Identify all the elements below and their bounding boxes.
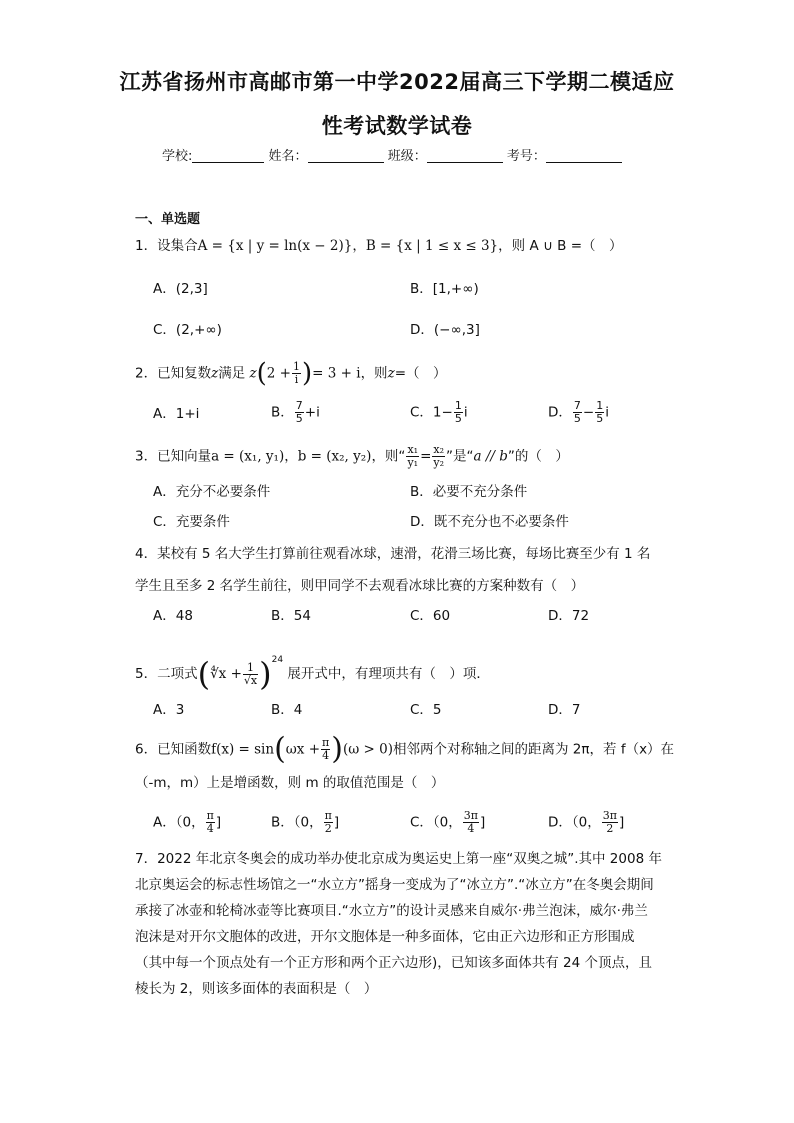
q2-eq-left: z [249,365,257,382]
q5-power: 24 [271,655,284,665]
q7-line: 7．2022 年北京冬奥会的成功举办使北京成为奥运史上第一座“双奥之城”.其中 2008 年 [135,851,662,867]
question-6-line2: （-m，m）上是增函数，则 m 的取值范围是（ ） [135,775,445,791]
q6-option-c[interactable]: C．（0， $\frac{3\pi}{4}$ ] [410,809,486,835]
q2-tail-z: z [387,365,395,382]
question-3: 3．已知向量a = (x₁, y₁)，b = (x₂, y₂)，则“ $\frac{\text{x₁}}{\text{y₁}}$ = $\frac{\text{x₂}}{\text{y₂}}$ ”是“a // b”的（ ） [135,443,569,469]
q2-fraction: $\frac{1}{i}$ [293,360,300,386]
class-blank[interactable] [427,148,503,163]
question-4-line2: 学生且至多 2 名学生前往，则甲同学不去观看冰球比赛的方案种数有（ ） [135,578,585,594]
school-label: 学校: [162,149,193,164]
q2-var-z: z [211,365,219,382]
q5-option-d[interactable]: D．7 [548,702,581,718]
student-info-row [162,145,622,164]
q6-option-d[interactable]: D．（0， $\frac{3\pi}{2}$ ] [548,809,625,835]
q3-option-b[interactable]: B．必要不充分条件 [410,484,528,500]
q1-set-b: B = {x | 1 ≤ x ≤ 3} [365,238,499,254]
q1-sep: ， [352,238,366,254]
exam-title-line2: 性考试数学试卷 [321,114,473,138]
q5-option-b[interactable]: B．4 [271,702,303,718]
q6-tail: 相邻两个对称轴之间的距离为 2π，若 f（x）在 [393,741,675,758]
q2-tail2: =（ ） [394,365,447,382]
q2-eq-right: = 3 + i [312,365,361,382]
q5-tail: 展开式中，有理项共有（ ）项． [287,666,490,682]
q1-option-a[interactable]: A．(2,3] [153,281,208,297]
q5-option-c[interactable]: C．5 [410,702,442,718]
q1-stem: 1．设集合 [135,238,198,254]
number-label: 考号： [506,149,546,164]
q5-root-term: ∜x + [210,666,242,682]
exam-title-line1: 江苏省扬州市高邮市第一中学2022届高三下学期二模适应 [119,70,675,94]
question-7 [135,846,660,1002]
q5-stem: 5．二项式 [135,666,198,682]
q7-line: （其中每一个顶点处有一个正方形和两个正六边形)，已知该多面体共有 24 个顶点，且 [135,955,653,971]
q6-condition: (ω > 0) [342,741,394,758]
q1-option-d[interactable]: D．(−∞,3] [410,322,480,338]
q3-fraction-2: $\frac{\text{x₂}}{\text{y₂}}$ [433,443,444,469]
question-5: 5．二项式(∜x + $\frac{1}{√x}$ )$^{24}$ 展开式中，有理项共有（ ）项． [135,655,490,693]
q3-fraction-1: $\frac{\text{x₁}}{\text{y₁}}$ [407,443,419,469]
q4-option-a[interactable]: A．48 [153,608,193,624]
q6-option-b[interactable]: B．（0， $\frac{\pi}{2}$ ] [271,809,340,835]
q3-option-c[interactable]: C．充要条件 [153,514,230,530]
q5-option-a[interactable]: A．3 [153,702,185,718]
q6-stem: 6．已知函数 [135,741,212,758]
q2-option-d[interactable]: D． $\frac{7}{5}$ − $\frac{1}{5}$ i [548,399,609,425]
q4-option-d[interactable]: D．72 [548,608,590,624]
q3-vector-a: a = (x₁, y₁) [211,448,285,465]
q2-eq-inner: 2 + [266,365,291,382]
section-title: 一、单选题 [135,212,201,227]
q2-mid: 满足 [218,365,246,382]
q2-option-b[interactable]: B． $\frac{7}{5}$ +i [271,399,320,425]
q1-set-a: A = {x | y = ln(x − 2)} [197,238,353,254]
q3-vector-b: b = (x₂, y₂) [297,448,372,465]
question-2 [135,358,447,389]
q3-option-a[interactable]: A．充分不必要条件 [153,484,271,500]
q7-line: 北京奥运会的标志性场馆之一“水立方”摇身一变成为了“冰立方”.“冰立方”在冬奥会期间 [135,877,654,893]
question-6-line1: 6．已知函数f(x) = sin(ωx + $\frac{\pi}{4}$ )(ω > 0)相邻两个对称轴之间的距离为 2π，若 f（x）在 [135,731,675,767]
q3-stem: 3．已知向量 [135,448,212,465]
number-blank[interactable] [546,148,622,163]
q7-line: 承接了冰壶和轮椅冰壶等比赛项目.“水立方”的设计灵感来自威尔·弗兰泡沫，威尔·弗兰 [135,903,648,919]
class-label: 班级： [387,149,427,164]
q7-line: 泡沫是对开尔文胞体的改进，开尔文胞体是一种多面体，它由正六边形和正方形围成 [135,929,635,945]
q1-option-c[interactable]: C．(2,+∞) [153,322,222,338]
name-blank[interactable] [308,148,384,163]
q4-option-b[interactable]: B．54 [271,608,311,624]
q2-option-a[interactable]: A．1+i [153,406,200,422]
q2-stem: 2．已知复数 [135,365,212,382]
q1-tail: ，则 A ∪ B =（ ） [498,238,623,254]
q2-option-c[interactable]: C．1− $\frac{1}{5}$ i [410,399,468,425]
q2-tail: ，则 [360,365,388,382]
q7-line: 棱长为 2，则该多面体的表面积是（ ） [135,981,378,997]
q6-option-a[interactable]: A．（0， $\frac{\pi}{4}$ ] [153,809,222,835]
school-blank[interactable] [192,148,264,163]
q4-option-c[interactable]: C．60 [410,608,451,624]
q6-function: f(x) = sin [211,741,275,758]
question-1 [135,236,623,256]
q2-paren-close: ) [302,358,313,389]
q1-option-b[interactable]: B．[1,+∞) [410,281,479,297]
q2-paren-open: ( [256,358,267,389]
q3-parallel: a // b [473,448,508,465]
q5-fraction: $\frac{1}{√x}$ [243,660,258,687]
q3-option-d[interactable]: D．既不充分也不必要条件 [410,514,569,530]
question-4-line1: 4．某校有 5 名大学生打算前往观看冰球，速滑，花滑三场比赛，每场比赛至少有 1 名 [135,546,651,562]
name-label: 姓名： [268,149,308,164]
